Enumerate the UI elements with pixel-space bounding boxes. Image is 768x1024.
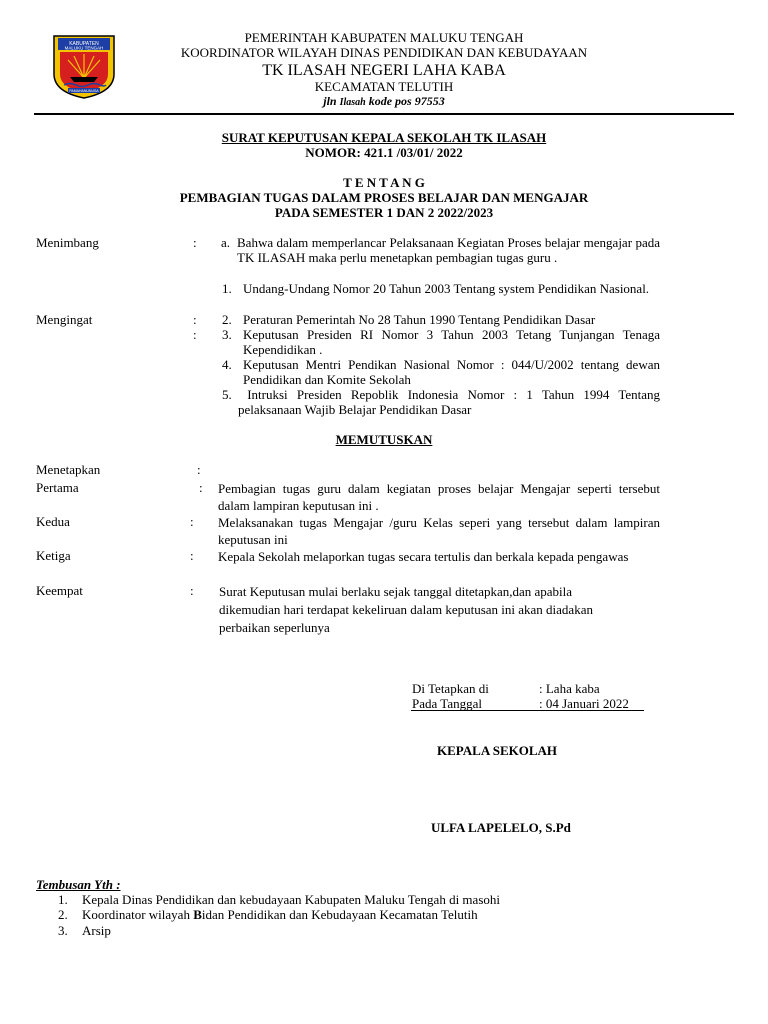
header-address bbox=[0, 94, 768, 110]
header-line-coordinator: KOORDINATOR WILAYAH DINAS PENDIDIKAN DAN KEBUDAYAAN bbox=[180, 45, 588, 60]
ketiga-text: Kepala Sekolah melaporkan tugas secara tertulis dan berkala kepada pengawas bbox=[218, 549, 629, 564]
logo-banner-top: KABUPATEN bbox=[69, 41, 99, 47]
keempat-line-1: Surat Keputusan mulai berlaku sejak tanggal ditetapkan,dan apabila bbox=[219, 584, 573, 599]
tentang-heading: T E N T A N G bbox=[343, 175, 425, 190]
header-district: KECAMATAN TELUTIH bbox=[314, 79, 454, 94]
kedua-label: Kedua bbox=[36, 514, 70, 529]
mengingat-3-text: Keputusan Presiden RI Nomor 3 Tahun 2003 Tetang Tunjangan Tenaga Kependidikan . bbox=[243, 327, 660, 357]
keempat-colon: : bbox=[190, 583, 194, 598]
mengingat-4-text: Keputusan Mentri Pendikan Nasional Nomor : 044/U/2002 tentang dewan Pendidikan dan Komite Sekolah bbox=[243, 357, 660, 387]
keempat-label: Keempat bbox=[36, 583, 83, 598]
tembusan-2-text bbox=[82, 907, 478, 922]
mengingat-4-marker: 4. bbox=[222, 357, 232, 372]
tembusan-3-text: Arsip bbox=[82, 923, 111, 938]
mengingat-3-marker: 3. bbox=[222, 327, 232, 342]
tembusan-2-text-pre: Koordinator wilayah bbox=[82, 907, 194, 922]
logo-motto: PAMAHANUNUSA bbox=[69, 89, 99, 93]
signature-name: ULFA LAPELELO, S.Pd bbox=[431, 820, 571, 835]
mengingat-5-marker: 5. bbox=[222, 387, 232, 402]
keempat-line-2: dikemudian hari terdapat kekeliruan dalam keputusan ini akan diadakan bbox=[219, 602, 593, 617]
keempat-line-3: perbaikan seperlunya bbox=[219, 620, 330, 635]
menetapkan-label: Menetapkan bbox=[36, 462, 101, 477]
menimbang-1-text: Undang-Undang Nomor 20 Tahun 2003 Tentang system Pendidikan Nasional. bbox=[243, 281, 650, 296]
memutuskan-heading: MEMUTUSKAN bbox=[335, 432, 433, 447]
penetapan-place-label: Di Tetapkan di bbox=[412, 681, 489, 696]
tembusan-2-marker: 2. bbox=[58, 907, 68, 922]
menetapkan-colon: : bbox=[197, 462, 201, 477]
header-line-government: PEMERINTAH KABUPATEN MALUKU TENGAH bbox=[244, 30, 524, 45]
tembusan-title: Tembusan Yth : bbox=[36, 877, 121, 892]
ketiga-label: Ketiga bbox=[36, 548, 71, 563]
pertama-text: Pembagian tugas guru dalam kegiatan proses belajar Mengajar seperti tersebut dalam lampiran keputusan ini . bbox=[218, 481, 660, 513]
menimbang-a-marker: a. bbox=[221, 235, 231, 250]
menimbang-colon: : bbox=[193, 235, 197, 250]
menimbang-a-text: Bahwa dalam memperlancar Pelaksanaan Kegiatan Proses belajar mengajar pada TK ILASAH maka perlu menetapkan pembagian tugas guru . bbox=[237, 235, 660, 265]
header-divider bbox=[34, 113, 734, 115]
tembusan-1-marker: 1. bbox=[58, 892, 68, 907]
menimbang-1-marker: 1. bbox=[222, 281, 232, 296]
tembusan-1-text: Kepala Dinas Pendidikan dan kebudayaan Kabupaten Maluku Tengah di masohi bbox=[82, 892, 500, 907]
pertama-label: Pertama bbox=[36, 480, 79, 495]
mengingat-colon-1: : bbox=[193, 312, 197, 327]
mengingat-2-text: Peraturan Pemerintah No 28 Tahun 1990 Tentang Pendidikan Dasar bbox=[243, 312, 596, 327]
header-school-name: TK ILASAH NEGERI LAHA KABA bbox=[262, 62, 506, 79]
mengingat-2-marker: 2. bbox=[222, 312, 232, 327]
penetapan-place-value: : Laha kaba bbox=[539, 681, 600, 696]
tembusan-2-text-post: idan Pendidikan dan Kebudayaan Kecamatan Telutih bbox=[201, 907, 478, 922]
penetapan-underline bbox=[411, 710, 644, 711]
kedua-text: Melaksanakan tugas Mengajar /guru Kelas seperi yang tersebut dalam lampiran keputusan ini bbox=[218, 515, 660, 547]
mengingat-5-text: Intruksi Presiden Repoblik Indonesia Nomor : 1 Tahun 1994 Tentang pelaksanaan Wajib Belajar Pendidikan Dasar bbox=[238, 387, 664, 417]
tembusan-2-text-bold: B bbox=[193, 907, 202, 922]
decree-number: NOMOR: 421.1 /03/01/ 2022 bbox=[305, 145, 463, 160]
penetapan-date-value: : 04 Januari 2022 bbox=[539, 696, 629, 711]
penetapan-date-label: Pada Tanggal bbox=[412, 696, 482, 711]
subject-line-2: PADA SEMESTER 1 DAN 2 2022/2023 bbox=[274, 205, 494, 220]
signature-position: KEPALA SEKOLAH bbox=[437, 743, 558, 758]
kedua-colon: : bbox=[190, 514, 194, 529]
logo-banner-bottom: MALUKU TENGAH bbox=[64, 45, 104, 51]
ketiga-colon: : bbox=[190, 548, 194, 563]
mengingat-label: Mengingat bbox=[36, 312, 93, 327]
subject-line-1: PEMBAGIAN TUGAS DALAM PROSES BELAJAR DAN MENGAJAR bbox=[179, 190, 589, 205]
address-prefix: jln bbox=[323, 94, 337, 108]
decree-title: SURAT KEPUTUSAN KEPALA SEKOLAH TK ILASAH bbox=[221, 130, 547, 145]
mengingat-colon-2: : bbox=[193, 327, 197, 342]
pertama-colon: : bbox=[199, 480, 203, 495]
menimbang-label: Menimbang bbox=[36, 235, 99, 250]
address-small: Ilasah bbox=[339, 97, 366, 108]
tembusan-3-marker: 3. bbox=[58, 923, 68, 938]
address-suffix: kode pos 97553 bbox=[368, 94, 445, 108]
